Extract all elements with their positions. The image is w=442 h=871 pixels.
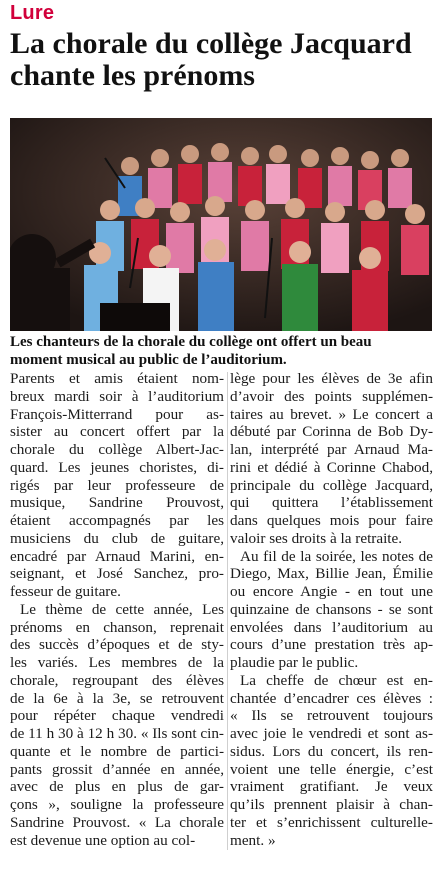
article-text-line: avec de plus en plus de gar- bbox=[10, 778, 224, 796]
article-text-line: quinzaine de chansons - se sont bbox=[230, 600, 433, 618]
article-text-line: quante et le nombre de partici- bbox=[10, 742, 224, 760]
caption-line: moment musical au public de l’auditorium. bbox=[10, 352, 287, 368]
article-text-line: d’avoir des points supplémen- bbox=[230, 387, 433, 405]
article-text-line: rini et dédié à Corinne Chabod, bbox=[230, 458, 433, 476]
article-photo bbox=[10, 118, 432, 331]
column-divider bbox=[227, 372, 228, 850]
article-text-line: envolées dans l’auditorium au bbox=[230, 618, 433, 636]
article-text-line: lan, interprété par Arnaud Ma- bbox=[230, 441, 433, 458]
article-text-line: seignant, et José Sanchez, pro- bbox=[10, 565, 224, 583]
article-text-line: lège pour les élèves de 3e afin bbox=[230, 370, 433, 387]
article-text-line: cours d’une prestation très ap- bbox=[230, 636, 433, 654]
article-text-line: Sandrine Prouvost. « La chorale bbox=[10, 813, 224, 831]
article-text-line: débuté par Corinna de Bob Dy- bbox=[230, 423, 433, 441]
article-text-line: étaient accompagnés par les bbox=[10, 512, 224, 529]
article-text-line: ter et s’enrichissent culturelle- bbox=[230, 813, 433, 831]
article-text-line: encadré par Arnaud Marini, en- bbox=[10, 547, 224, 565]
photo-caption bbox=[10, 333, 432, 369]
headline-line: La chorale du collège Jacquard bbox=[10, 27, 412, 60]
article-text-line: voient une telle énergie, c’est bbox=[230, 760, 433, 778]
article-text-line: des succès d’époques et de sty- bbox=[10, 636, 224, 654]
article-text-line: François-Mitterrand pour as- bbox=[10, 405, 224, 423]
headline bbox=[10, 28, 435, 92]
article-text-line: Le thème de cette année, Les bbox=[20, 600, 224, 618]
section-kicker: Lure bbox=[10, 2, 55, 24]
article-text-line: les variés. Les membres de la bbox=[10, 654, 224, 671]
article-text-line: sidus. Lors du concert, ils ren- bbox=[230, 742, 433, 760]
article-text-line: chorale du collège Albert-Jac- bbox=[10, 441, 224, 458]
article-text-line: prénoms en chanson, reprenait bbox=[10, 618, 224, 636]
article-text-line: avec joie le vendredi et sont as- bbox=[230, 725, 433, 742]
article-text-line: musique, Sandrine Prouvost, bbox=[10, 494, 224, 512]
caption-line: Les chanteurs de la chorale du collège ont offert un beau bbox=[10, 334, 372, 350]
article-text-line: ou encore Angie - en tout une bbox=[230, 583, 433, 600]
article-text-line: qu’ils prennent plaisir à chan- bbox=[230, 796, 433, 813]
article-text-line: est devenue une option au col- bbox=[10, 831, 196, 849]
article-column-left bbox=[10, 370, 224, 849]
article-text-line: chantée d’encadrer ces élèves : bbox=[230, 689, 433, 707]
article-text-line: « Ils se retrouvent toujours bbox=[230, 707, 433, 725]
article-text-line: Diego, Max, Billie Jean, Émilie bbox=[230, 565, 433, 583]
article-text-line: musiciens du club de guitare, bbox=[10, 529, 224, 547]
choir-photo-illustration bbox=[10, 118, 432, 331]
article-text-line: La cheffe de chœur est en- bbox=[240, 671, 433, 689]
article-text-line: qui quittera l’établissement bbox=[230, 494, 433, 512]
article-text-line: fesseur de guitare. bbox=[10, 583, 121, 600]
article-text-line: principale du collège Jacquard, bbox=[230, 476, 433, 494]
article-text-line: de la 6e à la 3e, se retrouvent bbox=[10, 689, 224, 707]
article-text-line: valoir ses droits à la retraite. bbox=[230, 529, 403, 547]
article-text-line: taires au brevet. » Le concert a bbox=[230, 405, 433, 423]
article-text-line: quard. Les jeunes choristes, di- bbox=[10, 458, 224, 476]
article-text-line: vraiment gratifiant. Je veux bbox=[230, 778, 433, 796]
article-text-line: plaudie par le public. bbox=[230, 654, 359, 671]
article-text-line: çons », souligne la professeure bbox=[10, 796, 224, 813]
article-text-line: pants grossit d’année en année, bbox=[10, 760, 224, 778]
article-text-line: de 11 h 30 à 12 h 30. « Ils sont cin- bbox=[10, 725, 224, 742]
article-text-line: ment. » bbox=[230, 831, 276, 849]
article-text-line: chorale, regroupant des élèves bbox=[10, 671, 224, 689]
article-text-line: breux mardi soir à l’auditorium bbox=[10, 387, 224, 405]
headline-line: chante les prénoms bbox=[10, 59, 255, 92]
article-text-line: pour répéter chaque vendredi bbox=[10, 707, 224, 725]
article-text-line: Parents et amis étaient nom- bbox=[10, 370, 224, 387]
article-text-line: dans quelques mois pour faire bbox=[230, 512, 433, 529]
article-text-line: rigés par leur professeure de bbox=[10, 476, 224, 494]
article-text-line: Au fil de la soirée, les notes de bbox=[240, 547, 433, 565]
article-text-line: sister au concert offert par la bbox=[10, 423, 224, 441]
article-column-right bbox=[230, 370, 433, 849]
